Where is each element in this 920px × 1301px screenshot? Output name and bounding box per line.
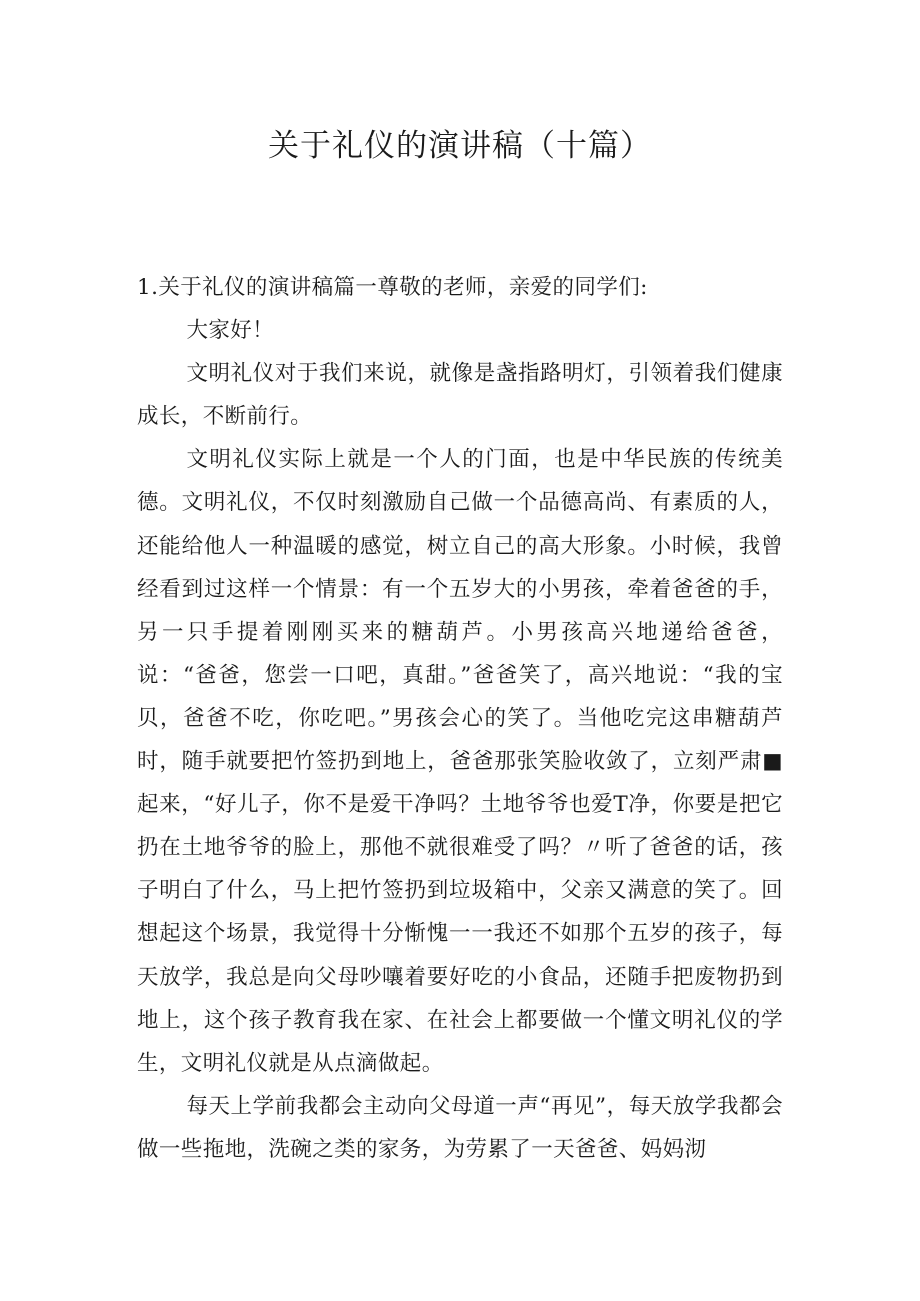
paragraph-story: 文明礼仪实际上就是一个人的门面，也是中华民族的传统美德。文明礼仪，不仅时刻激励自己做一个品德高尚、有素质的人，还能给他人一种温暖的感觉，树立自己的高大形象。小时候，我曾经看到过这样一个情景：有一个五岁大的小男孩，牵着爸爸的手，另一只手提着刚刚买来的糖葫芦。小男孩高兴地递给爸爸，说：“爸爸，您尝一口吧，真甜。”爸爸笑了，高兴地说：“我的宝贝，爸爸不吃，你吃吧。”男孩会心的笑了。当他吃完这串糖葫芦时，随手就要把竹签扔到地上，爸爸那张笑脸收敛了，立刻严肃■起来，“好儿子，你不是爱干净吗？土地爷爷也爱T净，你要是把它扔在土地爷爷的脸上，那他不就很难受了吗？〃听了爸爸的话，孩子明白了什么，马上把竹签扔到垃圾箱中，父亲又满意的笑了。回想起这个场景，我觉得十分惭愧一一我还不如那个五岁的孩子，每天放学，我总是向父母吵嚷着要好吃的小食品，还随手把废物扔到地上，这个孩子教育我在家、在社会上都要做一个懂文明礼仪的学生，文明礼仪就是从点滴做起。 bbox=[137, 447, 783, 1076]
paragraph-daily-habits: 每天上学前我都会主动向父母道一声“再见”，每天放学我都会做一些拖地，洗碗之类的家务，为劳累了一天爸爸、妈妈沏 bbox=[137, 1093, 783, 1162]
paragraph-intro: 文明礼仪对于我们来说，就像是盏指路明灯，引领着我们健康成长，不断前行。 bbox=[137, 361, 783, 430]
document-title: 关于礼仪的演讲稿（十篇） bbox=[268, 128, 652, 164]
document-body bbox=[137, 266, 783, 1171]
paragraph-greeting: 大家好！ bbox=[186, 318, 275, 344]
section-heading: 1.关于礼仪的演讲稿篇一尊敬的老师，亲爱的同学们: bbox=[137, 275, 648, 300]
